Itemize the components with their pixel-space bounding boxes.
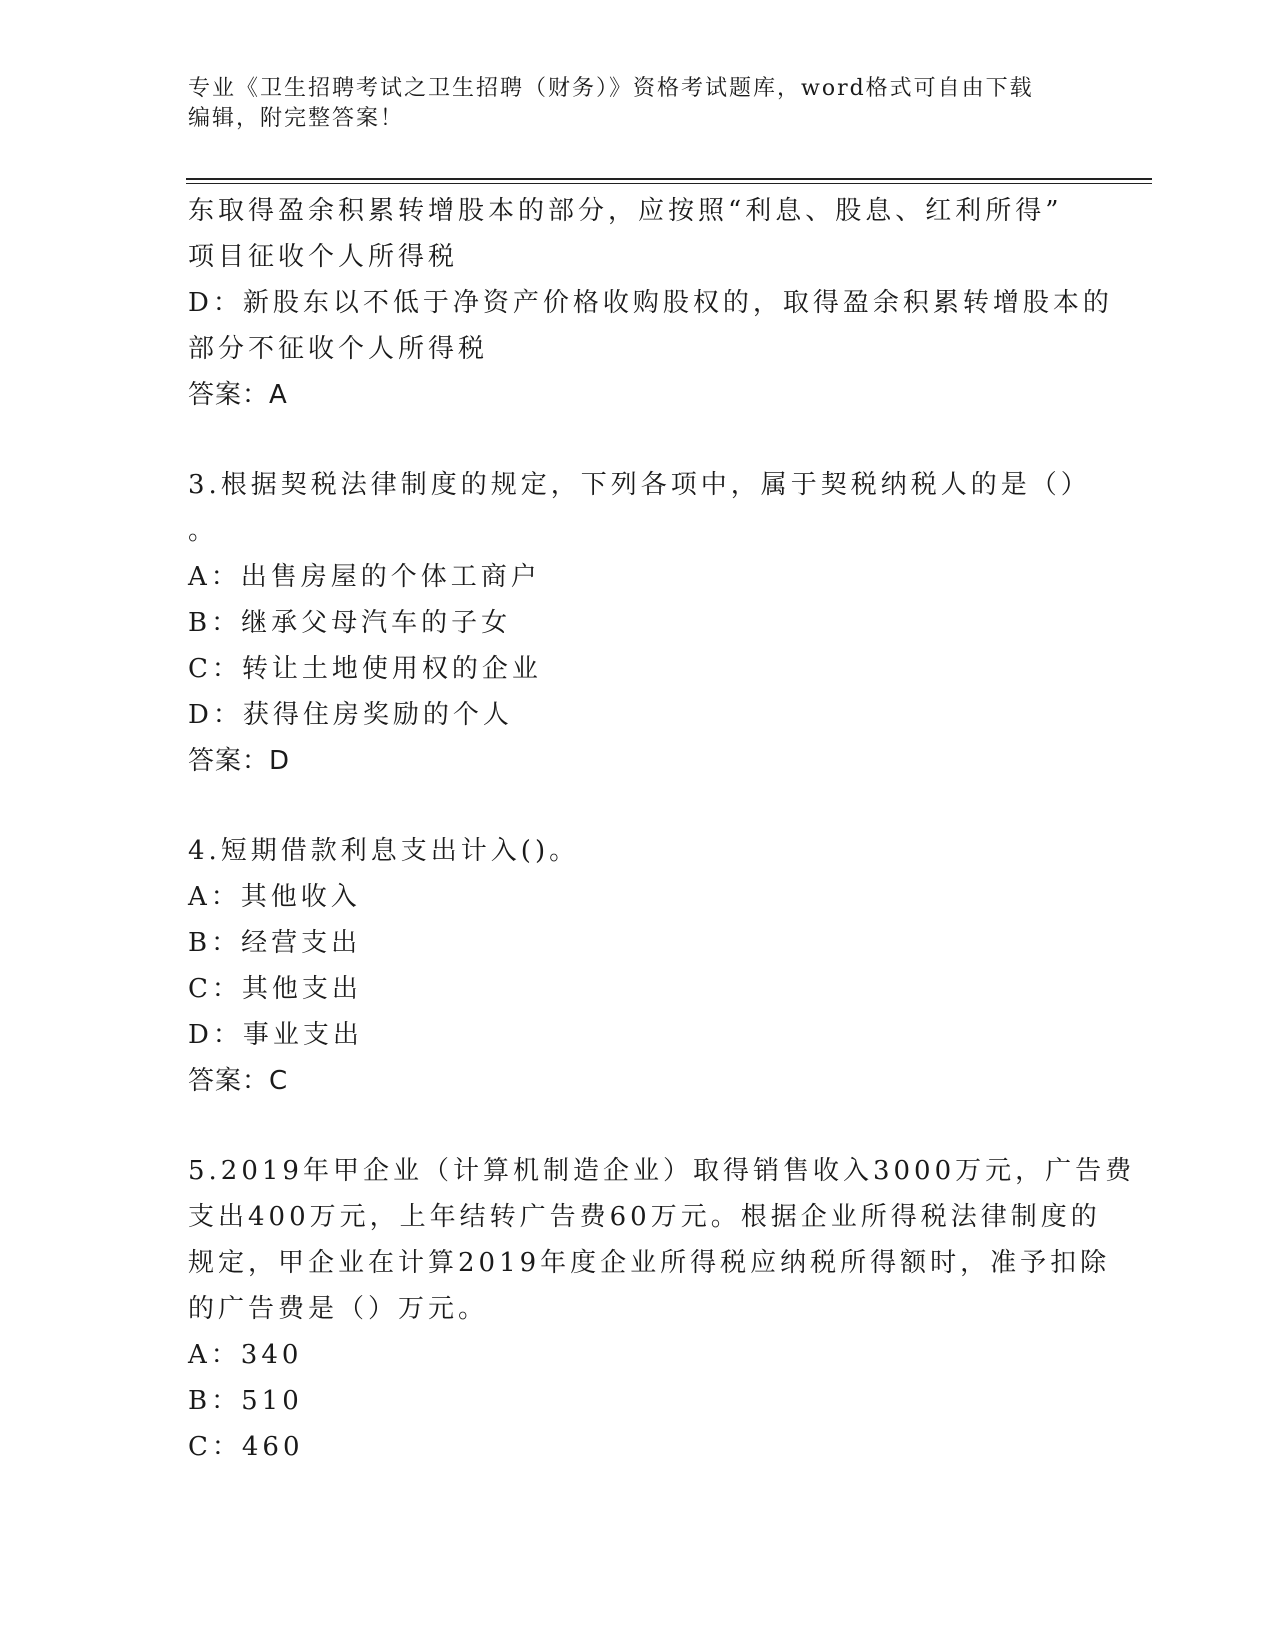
q3-option-c: C：转让土地使用权的企业 bbox=[188, 654, 542, 684]
q5-option-c: C：460 bbox=[188, 1432, 304, 1462]
q4-option-c: C：其他支出 bbox=[188, 974, 362, 1004]
document-body bbox=[188, 188, 1136, 1470]
q2-option-d-line-1: D：新股东以不低于净资产价格收购股权的，取得盈余积累转增股本的 bbox=[188, 288, 1113, 318]
q2-answer: 答案：A bbox=[188, 380, 288, 410]
q3-answer: 答案：D bbox=[188, 746, 291, 776]
q2-option-d-line-2: 部分不征收个人所得税 bbox=[188, 334, 489, 364]
q2-text-line-1: 东取得盈余积累转增股本的部分，应按照“利息、股息、红利所得” bbox=[188, 196, 1063, 226]
q4-option-b: B：经营支出 bbox=[188, 928, 362, 958]
q3-stem-line-2: 。 bbox=[188, 516, 219, 546]
q3-option-b: B：继承父母汽车的子女 bbox=[188, 608, 512, 638]
spacer bbox=[188, 1104, 1088, 1148]
q5-stem-line-2: 支出400万元，上年结转广告费60万元。根据企业所得税法律制度的 bbox=[188, 1202, 1101, 1232]
header-line-2: 编辑，附完整答案！ bbox=[188, 106, 405, 131]
q3-option-a: A：出售房屋的个体工商户 bbox=[188, 562, 541, 592]
q5-option-a: A：340 bbox=[188, 1340, 303, 1370]
q4-option-a: A：其他收入 bbox=[188, 882, 361, 912]
header-line-1: 专业《卫生招聘考试之卫生招聘（财务）》资格考试题库，word格式可自由下载 bbox=[188, 76, 1034, 101]
q5-option-b: B：510 bbox=[188, 1386, 303, 1416]
q2-text-line-2: 项目征收个人所得税 bbox=[188, 242, 459, 272]
header-divider-thick bbox=[186, 178, 1152, 180]
q4-stem: 4.短期借款利息支出计入()。 bbox=[188, 836, 580, 866]
document-header bbox=[188, 74, 1088, 134]
q3-option-d: D：获得住房奖励的个人 bbox=[188, 700, 513, 730]
q4-option-d: D：事业支出 bbox=[188, 1020, 363, 1050]
q5-stem-line-4: 的广告费是（）万元。 bbox=[188, 1294, 489, 1324]
header-divider-thin bbox=[186, 183, 1152, 184]
spacer bbox=[188, 784, 1088, 828]
q5-stem-line-1: 5.2019年甲企业（计算机制造企业）取得销售收入3000万元，广告费 bbox=[188, 1156, 1136, 1186]
q3-stem-line-1: 3.根据契税法律制度的规定，下列各项中，属于契税纳税人的是（） bbox=[188, 470, 1091, 500]
q4-answer: 答案：C bbox=[188, 1066, 289, 1096]
q5-stem-line-3: 规定，甲企业在计算2019年度企业所得税应纳税所得额时，准予扣除 bbox=[188, 1248, 1111, 1278]
spacer bbox=[188, 418, 1088, 462]
